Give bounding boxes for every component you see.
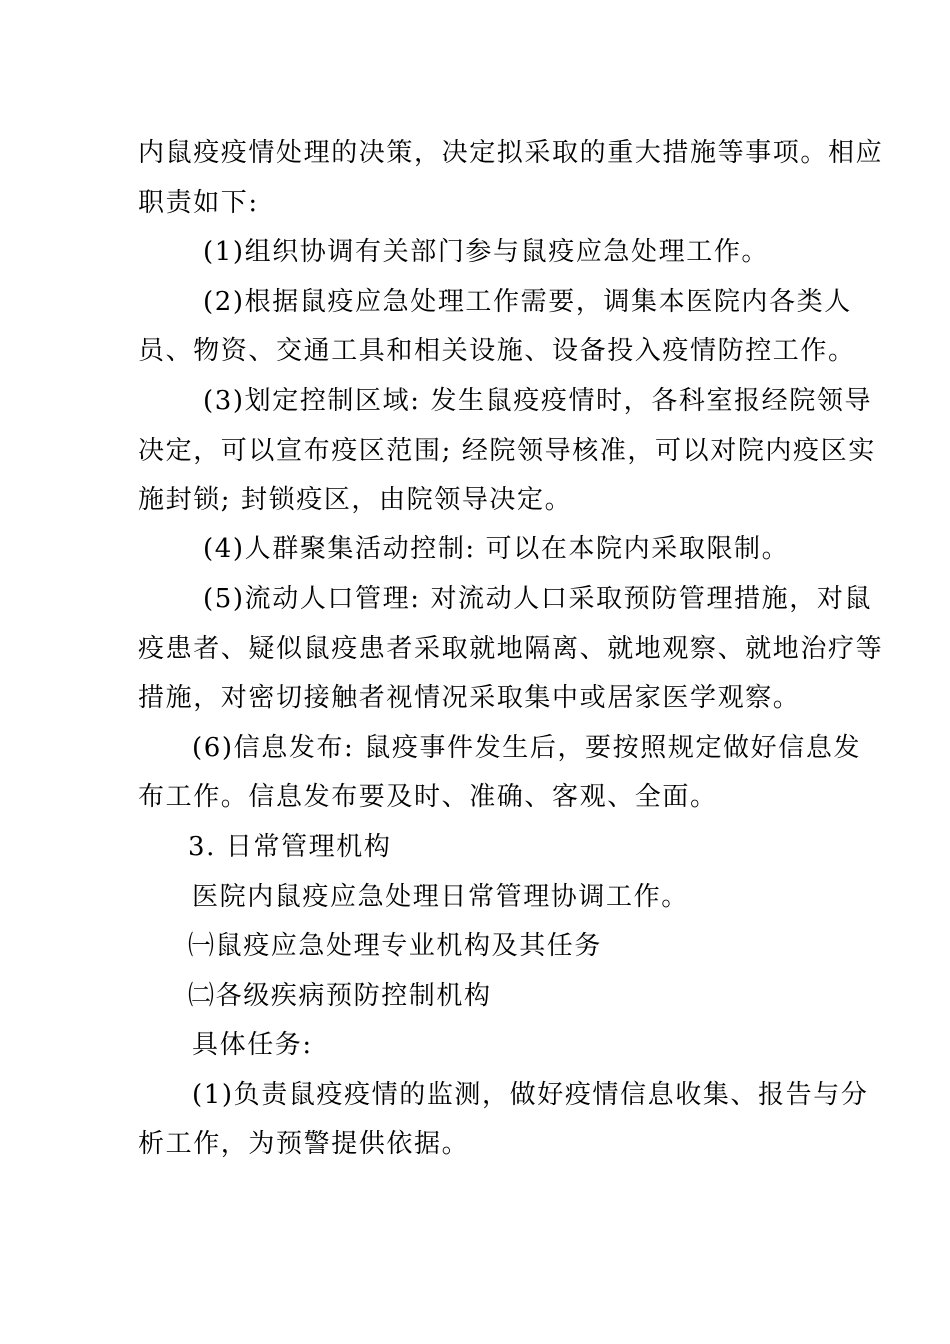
list-item: (1)组织协调有关部门参与鼠疫应急处理工作。 <box>203 237 770 267</box>
list-item: (5)流动人口管理: 对流动人口采取预防管理措施，对鼠 <box>203 584 873 614</box>
text-line: 医院内鼠疫应急处理日常管理协调工作。 <box>192 882 689 912</box>
text-line: 布工作。信息发布要及时、准确、客观、全面。 <box>138 782 718 812</box>
list-item: (1)负责鼠疫疫情的监测，做好疫情信息收集、报告与分 <box>192 1080 869 1110</box>
text-line: 析工作，为预警提供依据。 <box>138 1129 470 1159</box>
text-line: 职责如下: <box>138 188 259 218</box>
subsection-heading: ㈡各级疾病预防控制机构 <box>188 981 492 1011</box>
text-line: 施封锁; 封锁疫区，由院领导决定。 <box>138 485 573 515</box>
list-item: (3)划定控制区域: 发生鼠疫疫情时，各科室报经院领导 <box>203 386 873 416</box>
subsection-heading: ㈠鼠疫应急处理专业机构及其任务 <box>188 931 603 961</box>
section-heading: 3. 日常管理机构 <box>188 832 392 862</box>
text-line: 疫患者、疑似鼠疫患者采取就地隔离、就地观察、就地治疗等 <box>138 634 884 664</box>
text-line: 具体任务: <box>192 1030 313 1060</box>
list-item: (6)信息发布: 鼠疫事件发生后，要按照规定做好信息发 <box>192 733 862 763</box>
list-item: (4)人群聚集活动控制: 可以在本院内采取限制。 <box>203 534 790 564</box>
list-item: (2)根据鼠疫应急处理工作需要，调集本医院内各类人 <box>203 287 852 317</box>
text-line: 措施，对密切接触者视情况采取集中或居家医学观察。 <box>138 683 801 713</box>
text-line: 员、物资、交通工具和相关设施、设备投入疫情防控工作。 <box>138 336 856 366</box>
text-line: 内鼠疫疫情处理的决策，决定拟采取的重大措施等事项。相应 <box>138 138 884 168</box>
text-line: 决定，可以宣布疫区范围; 经院领导核准，可以对院内疫区实 <box>138 436 876 466</box>
